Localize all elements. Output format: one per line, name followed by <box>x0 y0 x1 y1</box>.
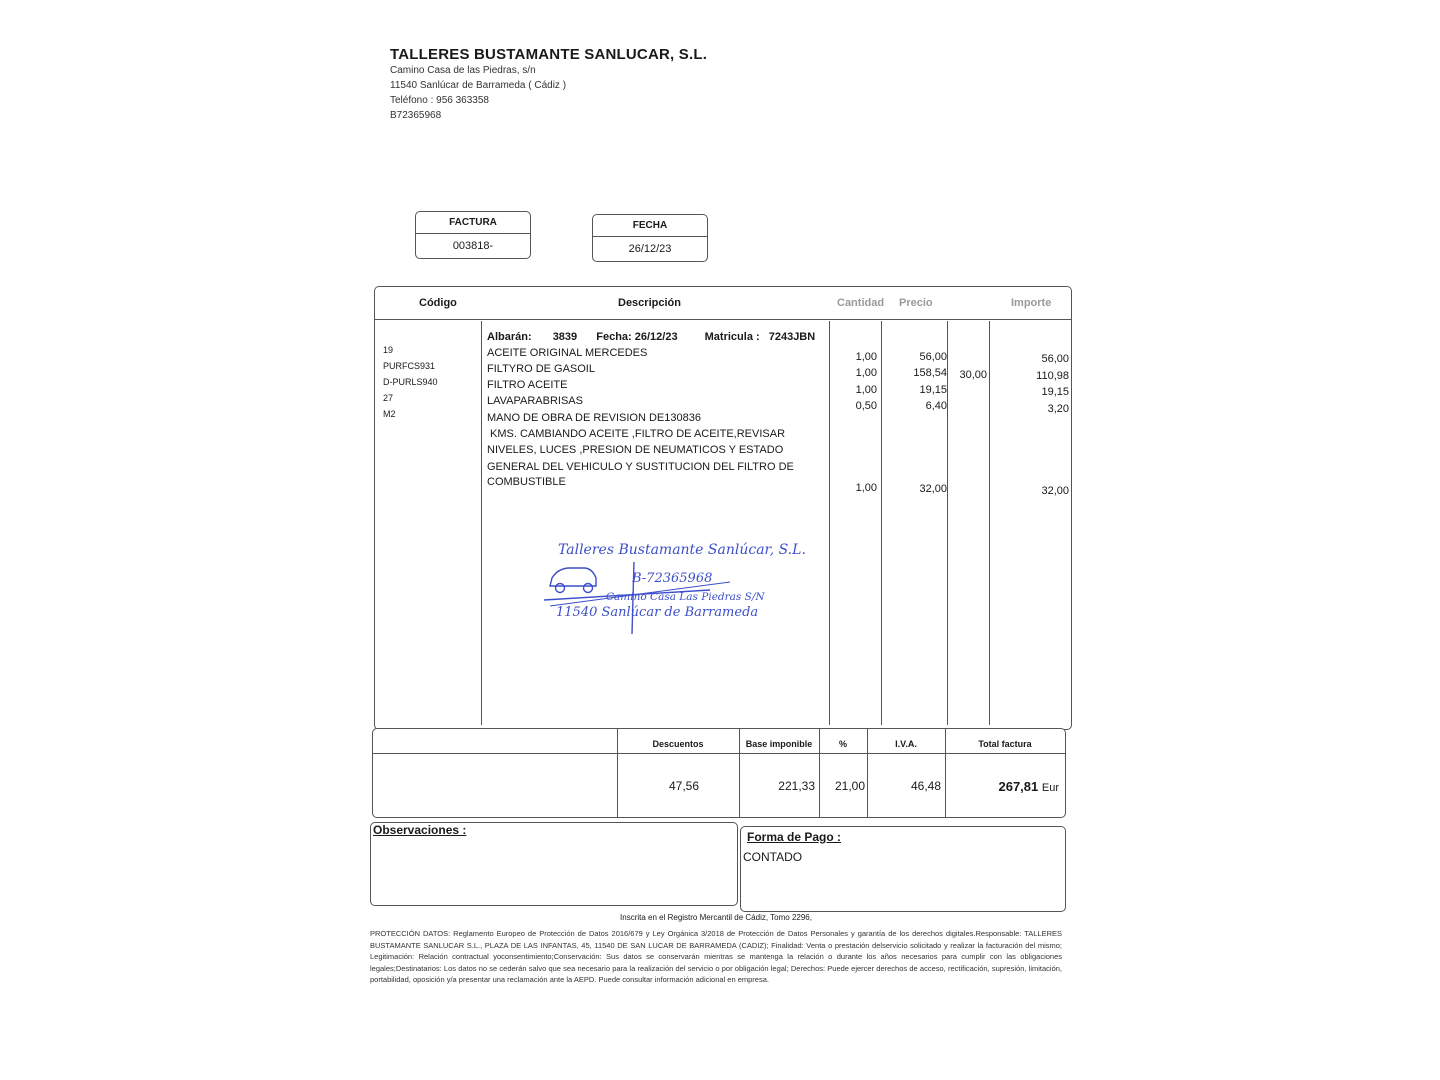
row-description: LAVAPARABRISAS <box>487 395 583 407</box>
row-description: FILTRO ACEITE <box>487 379 568 391</box>
labour-quantity: 1,00 <box>855 482 877 494</box>
row-price: 19,15 <box>919 384 947 396</box>
company-phone: Teléfono : 956 363358 <box>390 95 489 106</box>
payment-method-box <box>740 826 1066 912</box>
invoice-date-box <box>592 214 708 262</box>
column-divider <box>947 321 948 725</box>
totals-pct: 21,00 <box>834 779 865 793</box>
invoice-date-value: 26/12/23 <box>628 243 672 255</box>
row-amount: 110,98 <box>1036 370 1069 382</box>
company-header <box>390 46 707 123</box>
labour-description-line: GENERAL DEL VEHICULO Y SUSTITUCION DEL FILTRO DE <box>487 461 794 473</box>
stamp-line-4: 11540 Sanlúcar de Barrameda <box>556 605 759 620</box>
company-name: TALLERES BUSTAMANTE SANLUCAR, S.L. <box>390 46 708 63</box>
totals-header-base: Base imponible <box>745 739 813 749</box>
row-description: FILTYRO DE GASOIL <box>487 363 595 375</box>
column-divider <box>989 321 990 725</box>
invoice-date-label: FECHA <box>593 215 707 237</box>
total-amount: 267,81 <box>998 779 1039 794</box>
row-quantity: 1,00 <box>855 367 877 379</box>
company-address-1: Camino Casa de las Piedras, s/n <box>390 65 536 76</box>
totals-header-descuentos: Descuentos <box>652 739 704 749</box>
albaran-label: Albarán: <box>487 331 532 343</box>
row-amount: 19,15 <box>1041 386 1069 398</box>
totals-header-pct: % <box>838 739 847 749</box>
invoice-number-box <box>415 211 531 259</box>
header-codigo: Código <box>419 297 457 309</box>
column-divider <box>829 321 830 725</box>
albaran-date: Fecha: 26/12/23 <box>596 331 678 343</box>
totals-total <box>949 779 1059 794</box>
labour-price: 32,00 <box>919 483 947 495</box>
header-divider <box>375 319 1071 320</box>
row-code: M2 <box>383 409 396 419</box>
row-quantity: 1,00 <box>855 351 877 363</box>
stamp-line-3: Camino Casa Las Piedras S/N <box>606 591 765 603</box>
row-description: ACEITE ORIGINAL MERCEDES <box>487 347 648 359</box>
labour-description-line: KMS. CAMBIANDO ACEITE ,FILTRO DE ACEITE,REVISAR <box>490 428 786 440</box>
observations-label: Observaciones : <box>373 823 467 837</box>
totals-iva: 46,48 <box>910 779 941 793</box>
stamp-line-1: Talleres Bustamante Sanlúcar, S.L. <box>558 542 806 558</box>
company-stamp <box>540 534 806 640</box>
row-price: 56,00 <box>919 351 947 363</box>
header-descripcion: Descripción <box>618 297 681 309</box>
row-code: 19 <box>383 345 394 355</box>
company-address-2: 11540 Sanlúcar de Barrameda ( Cádiz ) <box>390 80 567 91</box>
stamp-line-2: B-72365968 <box>632 571 713 586</box>
labour-description-line: NIVELES, LUCES ,PRESION DE NEUMATICOS Y ESTADO <box>487 444 784 456</box>
row-quantity: 1,00 <box>855 384 877 396</box>
column-divider <box>881 321 882 725</box>
payment-method-label: Forma de Pago : <box>747 830 842 844</box>
row-price: 158,54 <box>913 367 947 379</box>
payment-method-value: CONTADO <box>743 850 803 864</box>
company-cif: B72365968 <box>390 110 442 121</box>
row-price: 6,40 <box>925 400 947 412</box>
totals-descuentos: 47,56 <box>668 779 699 793</box>
labour-description-line: COMBUSTIBLE <box>487 476 566 488</box>
items-table <box>374 286 1072 730</box>
albaran-number: 3839 <box>552 331 578 343</box>
header-importe: Importe <box>1011 297 1052 309</box>
row-code: 27 <box>383 393 394 403</box>
total-currency: Eur <box>1041 782 1059 794</box>
labour-amount: 32,00 <box>1041 485 1069 497</box>
matricula-value: 7243JBN <box>768 331 816 343</box>
totals-header-total: Total factura <box>978 739 1032 749</box>
row-amount: 3,20 <box>1047 403 1069 415</box>
invoice-number-label: FACTURA <box>416 212 530 234</box>
observations-box <box>370 822 738 906</box>
totals-header-iva: I.V.A. <box>895 739 917 749</box>
row-amount: 56,00 <box>1041 353 1069 365</box>
row-discount: 30,00 <box>959 369 987 381</box>
row-code: D-PURLS940 <box>383 377 438 387</box>
matricula-label: Matricula : <box>704 331 760 343</box>
row-code: PURFCS931 <box>383 361 436 371</box>
invoice-number-value: 003818- <box>452 240 494 252</box>
stamp-graphic <box>540 534 806 640</box>
row-quantity: 0,50 <box>855 400 877 412</box>
row-description: MANO DE OBRA DE REVISION DE130836 <box>487 412 701 424</box>
totals-header-divider <box>373 753 1065 754</box>
totals-table <box>372 728 1066 818</box>
privacy-notice: PROTECCIÓN DATOS: Reglamento Europeo de Protección de Datos 2016/679 y Ley Orgánica 3/2018 de Protección de Datos Personales y garantía de los derechos digitales.Responsable: TALLERES BUSTAMANTE SANLUCAR S.L., PLAZA DE LAS INFANTAS, 45, 11540 DE SAN LUCAR DE BARRAMEDA (CADIZ); Finalidad: Venta o prestación delservicio solicitado y realizar la facturación del mismo; Legitimación: Relación contractual yoconsentimiento;Conservación: Sus datos se conservarán mientras se mantenga la relación o durante los años necesarios para cumplir con las obligaciones legales;Destinatarios: Los datos no se cederán salvo que sea necesario para la realización del servicio o por obligación legal; Derechos: Puede ejercer derechos de acceso, rectificación, supresión, limitación, portabilidad, oposición y/a presentar una reclamación ante la AEPD. Puede consultar información adicional en empresa. <box>370 929 1062 984</box>
totals-base: 221,33 <box>778 779 815 793</box>
albaran-line <box>487 331 815 343</box>
column-divider <box>481 321 482 725</box>
header-cantidad: Cantidad <box>837 297 885 309</box>
header-precio: Precio <box>899 297 933 309</box>
registry-note: Inscrita en el Registro Mercantil de Cádiz, Tomo 2296, <box>620 913 812 922</box>
